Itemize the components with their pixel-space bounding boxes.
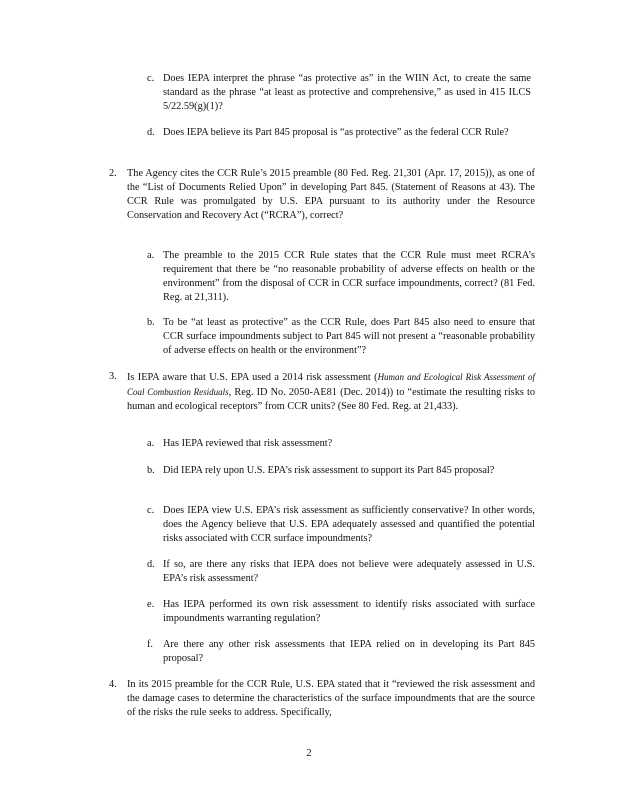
item-label: d. — [147, 559, 155, 570]
item-label: 4. — [109, 679, 117, 690]
question-3 — [127, 370, 535, 414]
question-3-text-post: , Reg. ID No. 2050-AE81 (Dec. 2014)) to “estimate the resulting risks to human and ecological receptors” from CCR units? (See 80 Fed. Reg. at 21,433). — [127, 387, 535, 412]
item-label: b. — [147, 465, 155, 476]
question-3-text-pre: Is IEPA aware that U.S. EPA used a 2014 risk assessment ( — [127, 372, 378, 383]
question-3c: Does IEPA view U.S. EPA’s risk assessment as sufficiently conservative? In other words, does the Agency believe that U.S. EPA adequately assessed and quantified the potential risks associated with CCR surface impoundments? — [163, 505, 535, 544]
item-label: a. — [147, 250, 155, 261]
page-number: 2 — [306, 748, 312, 759]
question-3f: Are there any other risk assessments that IEPA relied on in developing its Part 845 proposal? — [163, 639, 535, 664]
item-label: 2. — [109, 168, 117, 179]
question-4: In its 2015 preamble for the CCR Rule, U.S. EPA stated that it “reviewed the risk assessment and the damage cases to determine the characteristics of the surface impoundments that are the source of the risks the rule seeks to address. Specifically, — [127, 679, 535, 718]
item-label: f. — [147, 639, 154, 650]
question-3e: Has IEPA performed its own risk assessment to identify risks associated with surface impoundments warranting regulation? — [163, 599, 535, 624]
question-3d: If so, are there any risks that IEPA does not believe were adequately assessed in U.S. EPA’s risk assessment? — [163, 559, 535, 584]
question-3a: Has IEPA reviewed that risk assessment? — [163, 438, 333, 449]
item-label: d. — [147, 127, 155, 138]
item-label: c. — [147, 505, 155, 516]
item-label: 3. — [109, 371, 117, 382]
question-3b: Did IEPA rely upon U.S. EPA’s risk assessment to support its Part 845 proposal? — [163, 465, 495, 476]
item-label: a. — [147, 438, 155, 449]
item-label: b. — [147, 317, 155, 328]
question-2b: To be “at least as protective” as the CCR Rule, does Part 845 also need to ensure that CCR surface impoundments subject to Part 845 will not present a “reasonable probability of adverse effects on health or the environment”? — [163, 317, 535, 356]
risk-assessment-title: Human and Ecological Risk Assessment of Coal Combustion Residuals — [127, 372, 535, 397]
question-1c: Does IEPA interpret the phrase “as protective as” in the WIIN Act, to create the same standard as the phrase “at least as protective and comprehensive,” as used in 415 ILCS 5/22.59(g)(1)? — [163, 73, 531, 112]
question-2: The Agency cites the CCR Rule’s 2015 preamble (80 Fed. Reg. 21,301 (Apr. 17, 2015)), as one of the “List of Documents Relied Upon” in developing Part 845. (Statement of Reasons at 43). The CCR Rule was promulgated by U.S. EPA pursuant to its authority under the Resource Conservation and Recovery Act (“RCRA”), correct? — [127, 168, 535, 221]
question-2a: The preamble to the 2015 CCR Rule states that the CCR Rule must meet RCRA’s requirement that there be “no reasonable probability of adverse effects on health or the environment” from the disposal of CCR in CCR surface impoundments, correct? (81 Fed. Reg. at 21,311). — [163, 250, 535, 303]
question-1d: Does IEPA believe its Part 845 proposal is “as protective” as the federal CCR Rule? — [163, 127, 509, 138]
item-label: c. — [147, 73, 155, 84]
item-label: e. — [147, 599, 155, 610]
